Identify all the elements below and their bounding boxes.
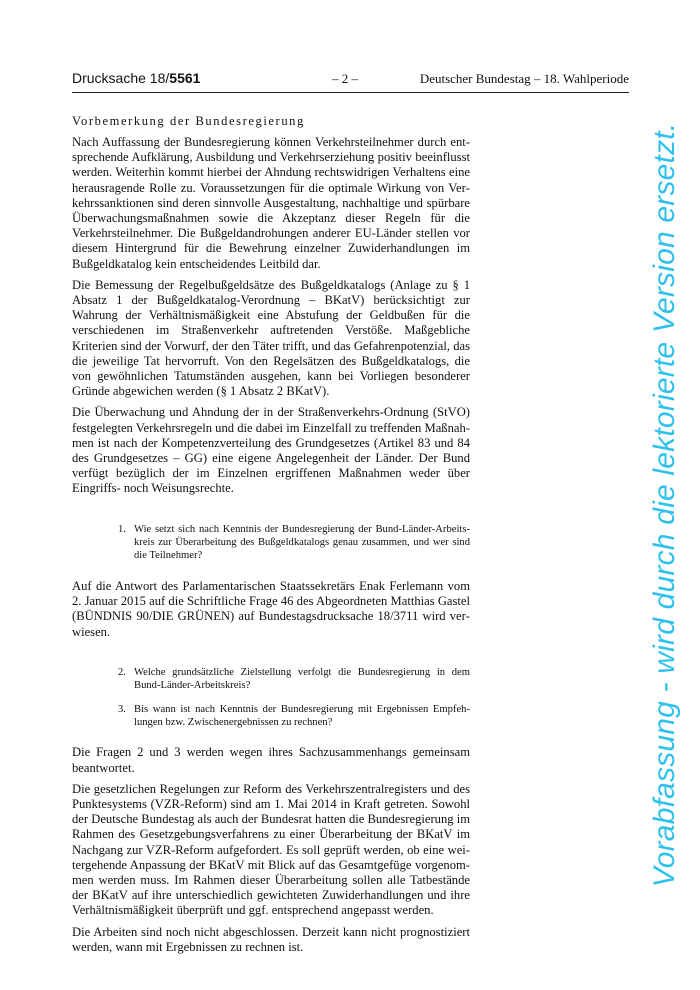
- document-number: [72, 70, 200, 86]
- answer-1: Auf die Antwort des Parlamentarischen Staatssekretärs Enak Ferlemann vom 2. Januar 2015 auf die Schriftliche Frage 46 des Abgeordneten Matthias Gastel (BÜNDNIS 90/DIE GRÜNEN) auf Bundestagsdrucksache 18/3711 wird verwiesen.: [72, 578, 470, 639]
- question-3: [118, 703, 470, 730]
- document-number-value: 5561: [169, 70, 201, 86]
- main-content: [72, 114, 470, 961]
- document-prefix: Drucksache 18/: [72, 70, 170, 86]
- section-title: Vorbemerkung der Bundesregierung: [72, 114, 305, 128]
- question-text: Welche grundsätzliche Zielstellung verfolgt die Bundesregierung in dem Bund-Länder-Arbeitskreis?: [134, 666, 470, 692]
- question-number: 2.: [118, 666, 126, 678]
- paragraph: Die Überwachung und Ahndung der in der Straßenverkehrs-Ordnung (StVO) festgelegten Verkehrsregeln und die dabei im Einzelfall zu treffenden Maßnahmen ist nach der Kompetenzverteilung des Grundgesetzes (Artikel 83 und 84 des Grundgesetzes – GG) eine eigene Angelegenheit der Länder. Der Bund verfügt bezüglich der im Einzelnen ergriffenen Maßnahmen weder über Eingriffs- noch Weisungsrechte.: [72, 405, 470, 496]
- page-header: [72, 70, 629, 93]
- answer-paragraph: Die Arbeiten sind noch nicht abgeschlossen. Derzeit kann nicht prognostiziert werden, wann mit Ergebnissen zu rechnen ist.: [72, 924, 470, 954]
- question-text: Wie setzt sich nach Kenntnis der Bundesregierung der Bund-Länder-Arbeitskreis zur Überarbeitung des Bußgeldkatalogs genau zusammen, und wer sind die Teilnehmer?: [134, 523, 470, 562]
- paragraph: Nach Auffassung der Bundesregierung können Verkehrsteilnehmer durch entsprechende Aufklärung, Ausbildung und Verkehrserziehung positiv beeinflusst werden. Weiterhin kommt hierbei der Ahndung rechtswidrigen Verhaltens eine herausragende Rolle zu. Voraussetzungen für die optimale Wirkung von Verkehrssanktionen sind deren sinnvolle Ausgestaltung, nachhaltige und spürbare Überwachungsmaßnahmen sowie die Akzeptanz dieser Regeln für die Verkehrsteilnehmer. Die Bußgeldandrohungen anderer EU-Länder stellen vor diesem Hintergrund für die Bewehrung einzelner Zuwiderhandlungen im Bußgeldkatalog kein entscheidendes Leitbild dar.: [72, 135, 470, 271]
- publisher-label: Deutscher Bundestag – 18. Wahlperiode: [419, 71, 629, 86]
- question-number: 3.: [118, 703, 126, 715]
- answer-paragraph: Die Fragen 2 und 3 werden wegen ihres Sachzusammenhangs gemeinsam beantwortet.: [72, 745, 470, 775]
- page-number: – 2 –: [332, 71, 358, 86]
- answer-paragraph: Die gesetzlichen Regelungen zur Reform des Verkehrszentralregisters und des Punktesystems (VZR-Reform) sind am 1. Mai 2014 in Kraft getreten. Sowohl der Deutsche Bundestag als auch der Bundesrat hatten die Bundesregierung im Rahmen des Gesetzgebungsverfahrens zu einer Überarbeitung der BKatV im Nachgang zur VZR-Reform aufgefordert. Es soll geprüft werden, ob eine weitergehende Anpassung der BKatV mit Blick auf das Gesamtgefüge vorgenommen werden muss. Im Rahmen dieser Überarbeitung sollen alle Tatbestände der BKatV auf ihre unterschiedlich gewichteten Zuwiderhandlungen und ihre Verhältnismäßigkeit überprüft und ggf. entsprechend angepasst werden.: [72, 781, 470, 918]
- paragraph: Die Bemessung der Regelbußgeldsätze des Bußgeldkatalogs (Anlage zu § 1 Absatz 1 der Bußgeldkatalog-Verordnung – BKatV) berücksichtigt zur Wahrung der Verhältnismäßigkeit eine Abstufung der Geldbußen für die verschiedenen im Straßenverkehr auftretenden Verstöße. Maßgebliche Kriterien sind der Vorwurf, der den Täter trifft, und das Gefahrenpotenzial, das die jeweilige Tat hervorruft. Von den Regelsätzen des Bußgeldkatalogs, die von gewöhnlichen Tatumständen ausgehen, kann bei Vorliegen besonderer Gründe abgewichen werden (§ 1 Absatz 2 BKatV).: [72, 277, 470, 399]
- question-text: Bis wann ist nach Kenntnis der Bundesregierung mit Ergebnissen Empfehlungen bzw. Zwischenergebnissen zu rechnen?: [134, 703, 470, 728]
- question-2: [118, 666, 470, 693]
- question-number: 1.: [118, 523, 126, 535]
- watermark: Vorabfassung - wird durch die lektorierte Version ersetzt.: [648, 122, 681, 888]
- question-1: [118, 523, 470, 563]
